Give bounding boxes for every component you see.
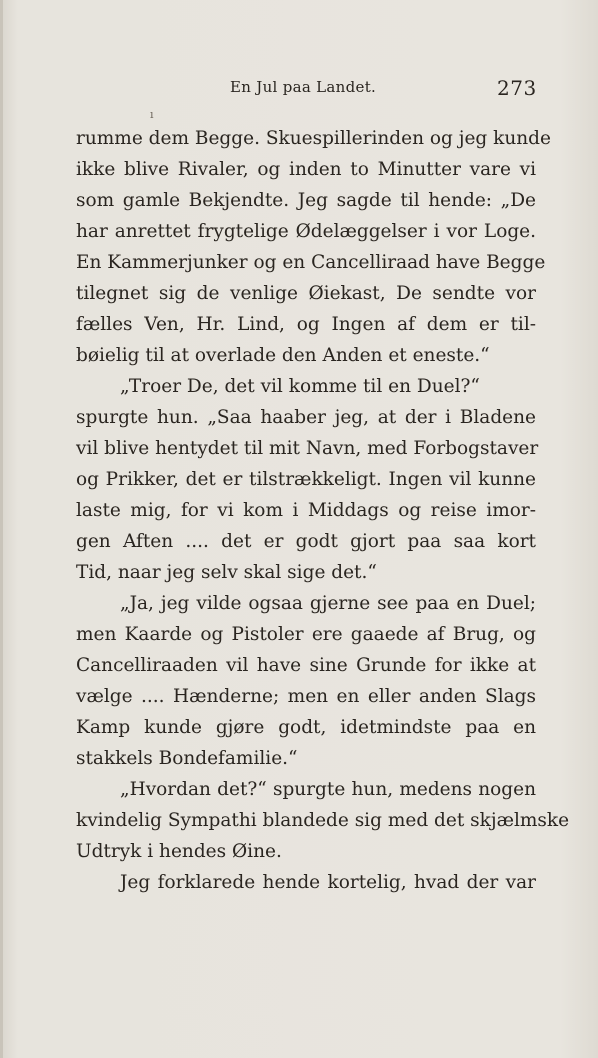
- stray-mark: ı: [150, 108, 154, 121]
- text-line: tilegnet sig de venlige Øiekast, De sendte vor: [76, 283, 536, 304]
- text-line: ikke blive Rivaler, og inden to Minutter vare vi: [76, 159, 536, 180]
- text-line: vil blive hentydet til mit Navn, med Forbogstaver: [76, 438, 539, 459]
- text-line: laste mig, for vi kom i Middags og reise imor-: [76, 500, 536, 521]
- text-line: fælles Ven, Hr. Lind, og Ingen af dem er til-: [76, 314, 536, 335]
- body-text: [76, 123, 570, 898]
- text-line: og Prikker, det er tilstrækkeligt. Ingen vil kunne: [76, 469, 536, 490]
- text-line: men Kaarde og Pistoler ere gaaede af Brug, og: [76, 624, 536, 645]
- page-header: [0, 78, 598, 104]
- text-line: stakkels Bondefamilie.“: [76, 748, 298, 769]
- text-line: Kamp kunde gjøre godt, idetmindste paa en: [76, 717, 536, 738]
- page-edge: [0, 0, 3, 1058]
- text-line: spurgte hun. „Saa haaber jeg, at der i Bladene: [76, 407, 536, 428]
- text-line: rumme dem Begge. Skuespillerinden og jeg kunde: [76, 128, 551, 149]
- text-line: har anrettet frygtelige Ødelæggelser i vor Loge.: [76, 221, 536, 242]
- text-line: „Hvordan det?“ spurgte hun, medens nogen: [120, 779, 536, 800]
- text-line: vælge .... Hænderne; men en eller anden Slags: [76, 686, 536, 707]
- text-line: Cancelliraaden vil have sine Grunde for ikke at: [76, 655, 536, 676]
- text-line: Jeg forklarede hende kortelig, hvad der var: [120, 872, 536, 893]
- text-line: bøielig til at overlade den Anden et eneste.“: [76, 345, 490, 366]
- text-line: „Ja, jeg vilde ogsaa gjerne see paa en Duel;: [120, 593, 536, 614]
- text-line: Udtryk i hendes Øine.: [76, 841, 282, 862]
- text-line: kvindelig Sympathi blandede sig med det skjælmske: [76, 810, 570, 831]
- text-line: En Kammerjunker og en Cancelliraad have Begge: [76, 252, 546, 273]
- running-title: En Jul paa Landet.: [230, 78, 377, 96]
- text-line: gen Aften .... det er godt gjort paa saa kort: [76, 531, 536, 552]
- text-line: „Troer De, det vil komme til en Duel?“: [120, 376, 480, 397]
- text-line: Tid, naar jeg selv skal sige det.“: [76, 562, 377, 583]
- page-number: 273: [497, 76, 537, 100]
- text-line: som gamle Bekjendte. Jeg sagde til hende: „De: [76, 190, 536, 211]
